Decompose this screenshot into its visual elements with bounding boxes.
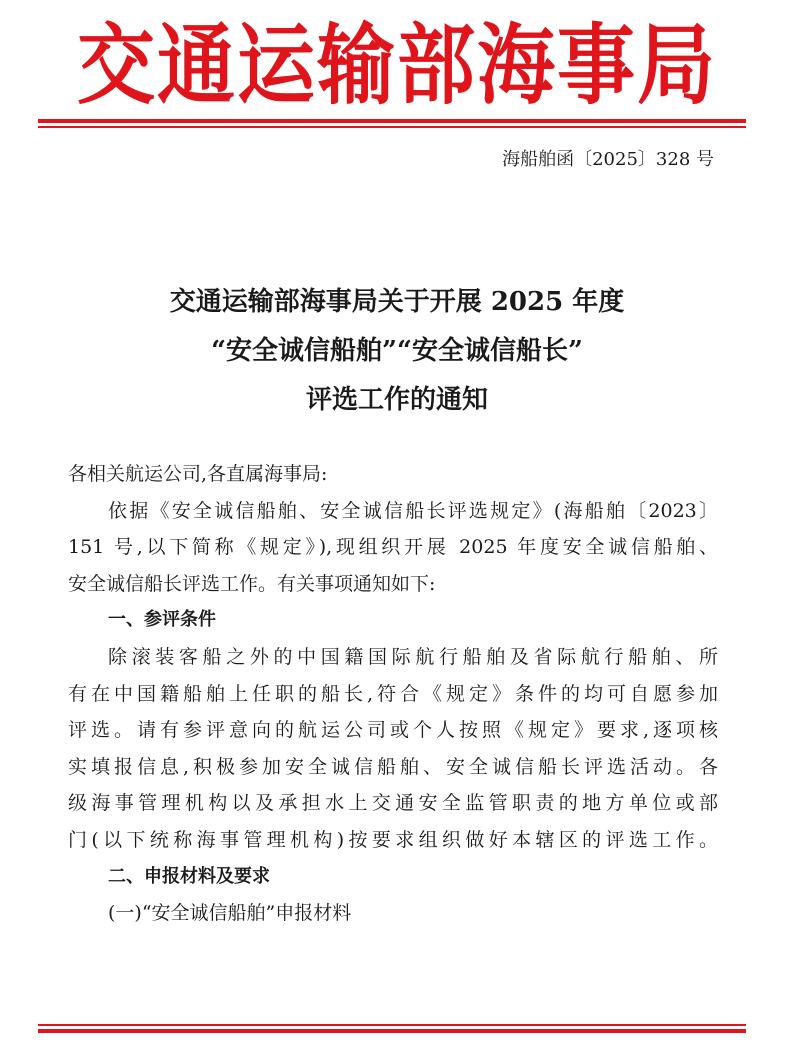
salutation: 各相关航运公司,各直属海事局:: [68, 463, 328, 485]
masthead-title: 交通运输部海事局: [76, 15, 717, 117]
section-1-line-6: 门(以下统称海事管理机构)按要求组织做好本辖区的评选工作。: [68, 828, 718, 851]
section-1-heading: 一、参评条件: [108, 609, 216, 631]
section-1-line-5: 级海事管理机构以及承担水上交通安全监管职责的地方单位或部: [68, 792, 718, 815]
intro-line-2: 151 号,以下简称《规定》),现组织开展 2025 年度安全诚信船舶、: [68, 536, 718, 559]
document-number: 海船舶函〔2025〕328 号: [502, 149, 714, 170]
footer-thin-rule: [38, 1024, 746, 1026]
subsection-1-heading: (一)“安全诚信船舶”申报材料: [108, 902, 352, 925]
header-thin-rule: [38, 126, 746, 128]
title-line-2: “安全诚信船舶”“安全诚信船长”: [211, 336, 583, 366]
section-1-line-3: 评选。请有参评意向的航运公司或个人按照《规定》要求,逐项核: [68, 719, 718, 742]
document-title: [60, 278, 734, 425]
title-line-3: 评选工作的通知: [305, 385, 488, 415]
intro-line-3: 安全诚信船长评选工作。有关事项通知如下:: [68, 572, 436, 595]
title-line-1: 交通运输部海事局关于开展 2025 年度: [169, 287, 625, 317]
document-body: [68, 456, 718, 932]
header-thick-rule: [38, 119, 746, 123]
intro-line-1: 依据《安全诚信船舶、安全诚信船长评选规定》(海船舶〔2023〕: [108, 499, 718, 522]
section-2-heading: 二、申报材料及要求: [108, 865, 270, 887]
section-1-line-1: 除滚装客船之外的中国籍国际航行船舶及省际航行船舶、所: [108, 645, 718, 668]
section-1-line-2: 有在中国籍船舶上任职的船长,符合《规定》条件的均可自愿参加: [68, 682, 718, 705]
footer-thick-rule: [38, 1029, 746, 1033]
section-1-line-4: 实填报信息,积极参加安全诚信船舶、安全诚信船长评选活动。各: [68, 755, 718, 778]
